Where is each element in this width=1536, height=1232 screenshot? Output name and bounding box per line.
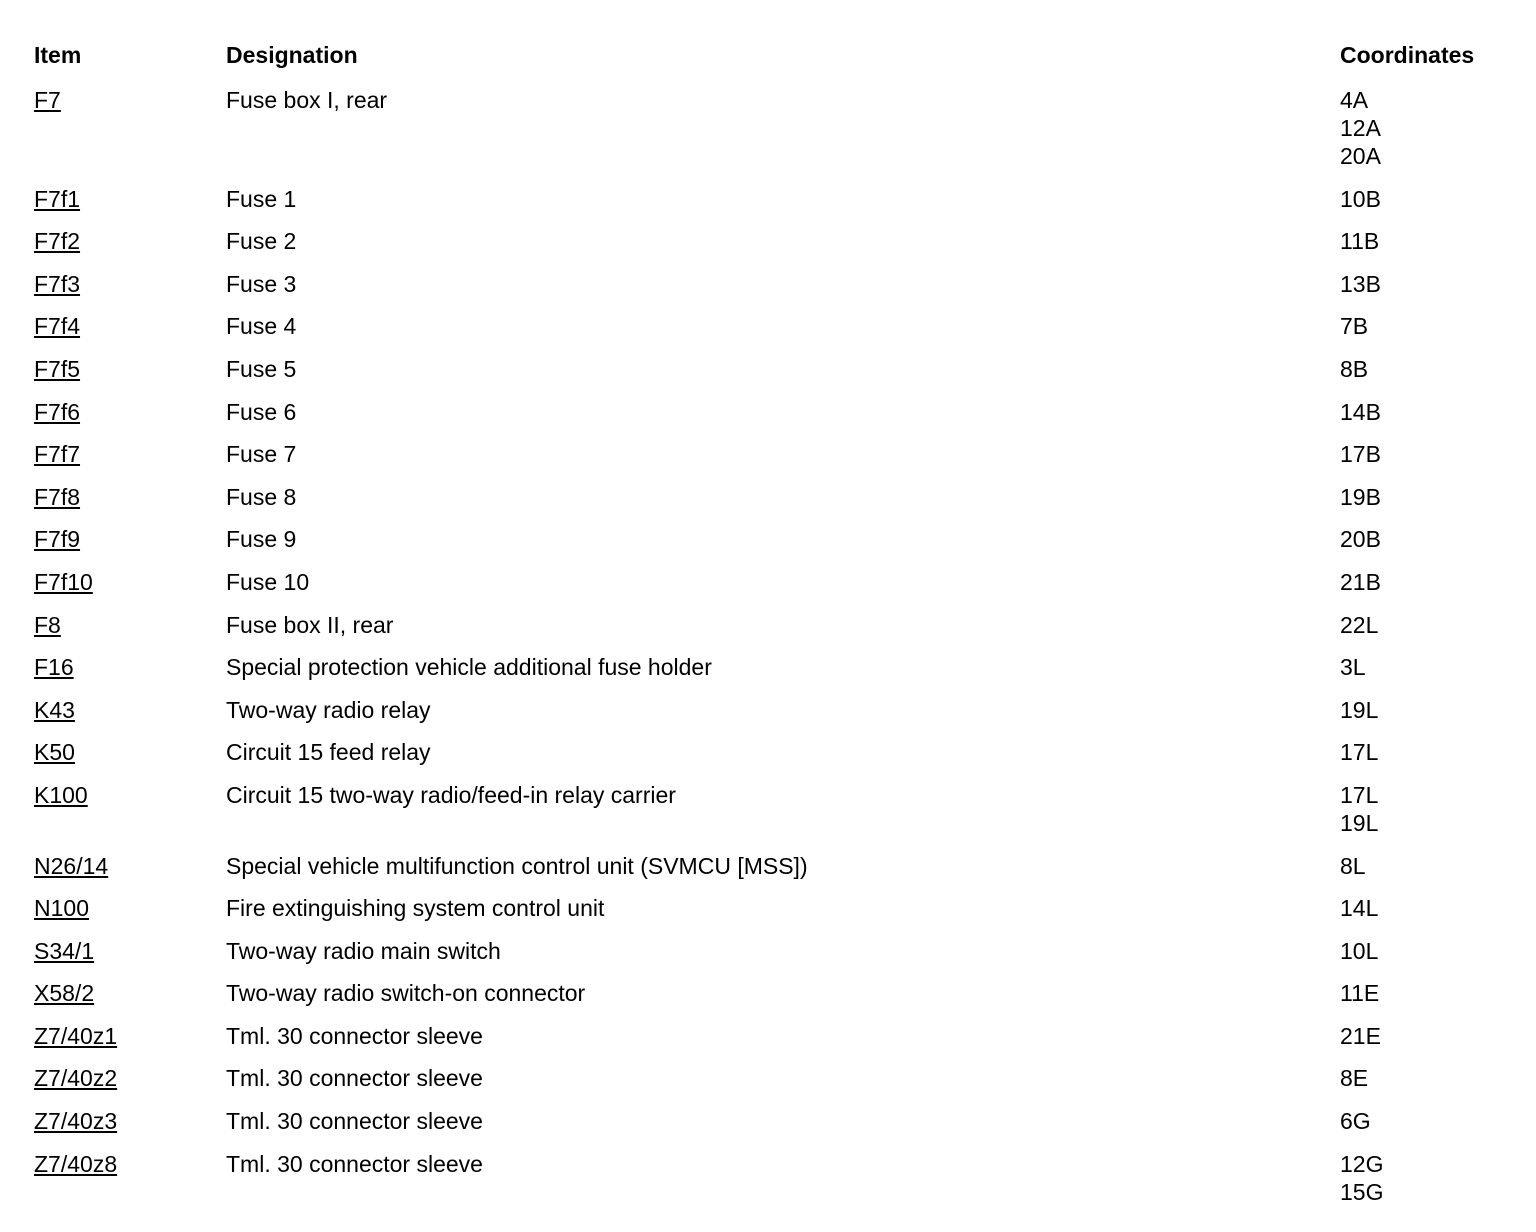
- coordinate-value: 14B: [1340, 398, 1381, 425]
- item-cell: [34, 1022, 117, 1050]
- coordinates-cell: [1340, 525, 1381, 553]
- designation-cell: Fuse box II, rear: [226, 611, 394, 638]
- item-link[interactable]: F7: [34, 87, 61, 113]
- designation-cell: Circuit 15 two-way radio/feed-in relay carrier: [226, 781, 676, 808]
- item-link[interactable]: F7f2: [34, 228, 81, 255]
- coordinate-value: 12G: [1340, 1150, 1384, 1177]
- coordinate-value: 19B: [1340, 483, 1381, 510]
- table-header: [0, 42, 1536, 72]
- item-link[interactable]: Z7/40z1: [34, 1022, 118, 1049]
- item-cell: [34, 1064, 117, 1092]
- coordinates-cell: [1340, 781, 1378, 837]
- item-link[interactable]: N26/14: [34, 852, 109, 879]
- table-row: [0, 852, 1536, 895]
- item-cell: [34, 525, 80, 553]
- item-link[interactable]: F16: [34, 654, 74, 681]
- coordinates-cell: [1340, 1064, 1368, 1092]
- item-link[interactable]: K100: [34, 781, 88, 808]
- designation-cell: Fuse 4: [226, 313, 297, 340]
- coordinates-cell: [1340, 1150, 1383, 1206]
- item-cell: [34, 937, 94, 965]
- item-cell: [34, 270, 80, 298]
- designation-cell: Two-way radio switch-on connector: [226, 980, 586, 1007]
- item-link[interactable]: F7f5: [34, 355, 81, 382]
- table-row: [0, 483, 1536, 526]
- coordinate-value: 4A: [1340, 87, 1369, 113]
- designation-cell: Fuse 2: [226, 228, 297, 255]
- coordinate-value: 8E: [1340, 1065, 1369, 1092]
- coordinate-value: 21E: [1340, 1022, 1381, 1049]
- coordinate-value: 21B: [1340, 568, 1381, 595]
- coordinates-cell: [1340, 1022, 1381, 1050]
- coordinates-cell: [1340, 937, 1378, 965]
- designation-cell: Special vehicle multifunction control unit (SVMCU [MSS]): [226, 852, 808, 879]
- coordinate-value: 12A: [1340, 115, 1381, 141]
- coordinates-cell: [1340, 568, 1381, 596]
- designation-cell: Two-way radio relay: [226, 696, 431, 723]
- item-link[interactable]: F8: [34, 611, 61, 638]
- coordinates-cell: [1340, 312, 1368, 340]
- coordinates-cell: [1340, 398, 1381, 426]
- table-row: [0, 611, 1536, 654]
- table-row: [0, 1022, 1536, 1065]
- item-cell: [34, 227, 80, 255]
- item-link[interactable]: F7f4: [34, 313, 81, 340]
- item-link[interactable]: X58/2: [34, 980, 95, 1007]
- item-cell: [34, 568, 93, 596]
- table-row: [0, 1150, 1536, 1221]
- item-link[interactable]: F7f8: [34, 483, 81, 510]
- table-row: [0, 270, 1536, 313]
- table-row: [0, 312, 1536, 355]
- item-cell: [34, 738, 75, 766]
- coordinate-value: 19L: [1340, 809, 1379, 836]
- item-cell: [34, 611, 61, 639]
- designation-cell: Fuse 3: [226, 270, 297, 297]
- item-link[interactable]: Z7/40z3: [34, 1108, 118, 1135]
- coordinate-value: 11E: [1340, 980, 1380, 1007]
- designation-cell: Tml. 30 connector sleeve: [226, 1022, 483, 1049]
- item-cell: [34, 979, 94, 1007]
- item-cell: [34, 86, 61, 114]
- designation-cell: Tml. 30 connector sleeve: [226, 1108, 483, 1135]
- item-cell: [34, 1107, 117, 1135]
- item-link[interactable]: F7f7: [34, 441, 81, 468]
- coordinate-value: 17L: [1340, 781, 1379, 808]
- table-row: [0, 937, 1536, 980]
- table-row: [0, 398, 1536, 441]
- coordinate-value: 19L: [1340, 696, 1379, 723]
- item-cell: [34, 653, 74, 681]
- coordinates-cell: [1340, 852, 1366, 880]
- coordinates-cell: [1340, 483, 1381, 511]
- item-link[interactable]: Z7/40z2: [34, 1065, 118, 1092]
- designation-cell: Fuse 8: [226, 483, 297, 510]
- table-row: [0, 185, 1536, 228]
- coordinate-value: 7B: [1340, 313, 1369, 340]
- coordinate-value: 8L: [1340, 852, 1366, 879]
- coordinates-cell: [1340, 979, 1379, 1007]
- coordinates-cell: [1340, 86, 1381, 170]
- designation-cell: Fuse box I, rear: [226, 87, 388, 113]
- table-row: [0, 696, 1536, 739]
- coordinates-cell: [1340, 185, 1381, 213]
- coordinate-value: 10L: [1340, 937, 1379, 964]
- table-row: [0, 653, 1536, 696]
- coordinate-value: 22L: [1340, 611, 1379, 638]
- item-cell: [34, 781, 88, 809]
- designation-cell: Fuse 9: [226, 526, 297, 553]
- table-row: [0, 525, 1536, 568]
- header-coordinates: Coordinates: [1340, 42, 1475, 68]
- designation-cell: Special protection vehicle additional fuse holder: [226, 654, 712, 681]
- item-cell: [34, 355, 80, 383]
- item-link[interactable]: N100: [34, 895, 89, 922]
- table-row: [0, 979, 1536, 1022]
- table-row: [0, 781, 1536, 852]
- item-cell: [34, 852, 108, 880]
- coordinate-value: 20B: [1340, 526, 1381, 553]
- item-link[interactable]: K43: [34, 696, 75, 723]
- table-row: [0, 568, 1536, 611]
- coordinate-value: 17B: [1340, 441, 1381, 468]
- designation-cell: Tml. 30 connector sleeve: [226, 1150, 483, 1177]
- coordinates-cell: [1340, 227, 1379, 255]
- coordinates-cell: [1340, 440, 1381, 468]
- designation-cell: Tml. 30 connector sleeve: [226, 1065, 483, 1092]
- coordinates-cell: [1340, 1107, 1371, 1135]
- coordinate-value: 6G: [1340, 1108, 1371, 1135]
- coordinates-cell: [1340, 653, 1366, 681]
- item-cell: [34, 894, 89, 922]
- designation-cell: Circuit 15 feed relay: [226, 739, 431, 766]
- designation-cell: Fuse 1: [226, 185, 297, 212]
- designation-cell: Fuse 7: [226, 441, 297, 468]
- item-cell: [34, 398, 80, 426]
- designation-cell: Fuse 5: [226, 355, 297, 382]
- table-row: [0, 227, 1536, 270]
- coordinate-value: 15G: [1340, 1178, 1384, 1205]
- item-cell: [34, 312, 80, 340]
- coordinate-value: 10B: [1340, 185, 1381, 212]
- table-row: [0, 1107, 1536, 1150]
- header-item: Item: [34, 42, 82, 68]
- designation-cell: Two-way radio main switch: [226, 937, 501, 964]
- coordinate-value: 14L: [1340, 895, 1379, 922]
- coordinates-cell: [1340, 270, 1381, 298]
- coordinate-value: 8B: [1340, 355, 1369, 382]
- item-link[interactable]: F7f3: [34, 270, 81, 297]
- coordinates-cell: [1340, 355, 1368, 383]
- header-designation: Designation: [226, 42, 358, 68]
- designation-cell: Fire extinguishing system control unit: [226, 895, 605, 922]
- item-cell: [34, 1150, 117, 1178]
- coordinates-cell: [1340, 696, 1378, 724]
- item-link[interactable]: F7f9: [34, 526, 81, 553]
- coordinate-value: 11B: [1340, 228, 1380, 255]
- table-row: [0, 86, 1536, 185]
- table-row: [0, 738, 1536, 781]
- table-row: [0, 440, 1536, 483]
- item-cell: [34, 483, 80, 511]
- coordinates-cell: [1340, 894, 1378, 922]
- designation-cell: Fuse 10: [226, 568, 310, 595]
- table-row: [0, 894, 1536, 937]
- coordinate-value: 20A: [1340, 143, 1381, 169]
- coordinate-value: 3L: [1340, 654, 1366, 681]
- coordinate-value: 17L: [1340, 739, 1379, 766]
- item-cell: [34, 185, 80, 213]
- item-cell: [34, 696, 75, 724]
- item-link[interactable]: F7f1: [34, 185, 81, 212]
- designation-cell: Fuse 6: [226, 398, 297, 425]
- item-cell: [34, 440, 80, 468]
- coordinates-cell: [1340, 738, 1378, 766]
- table-row: [0, 1064, 1536, 1107]
- item-link[interactable]: Z7/40z8: [34, 1150, 118, 1177]
- table-row: [0, 355, 1536, 398]
- coordinate-value: 13B: [1340, 270, 1381, 297]
- table-body: [0, 86, 1536, 1220]
- coordinates-cell: [1340, 611, 1378, 639]
- item-link[interactable]: K50: [34, 739, 75, 766]
- item-link[interactable]: F7f6: [34, 398, 81, 425]
- item-link[interactable]: S34/1: [34, 937, 95, 964]
- item-link[interactable]: F7f10: [34, 568, 93, 595]
